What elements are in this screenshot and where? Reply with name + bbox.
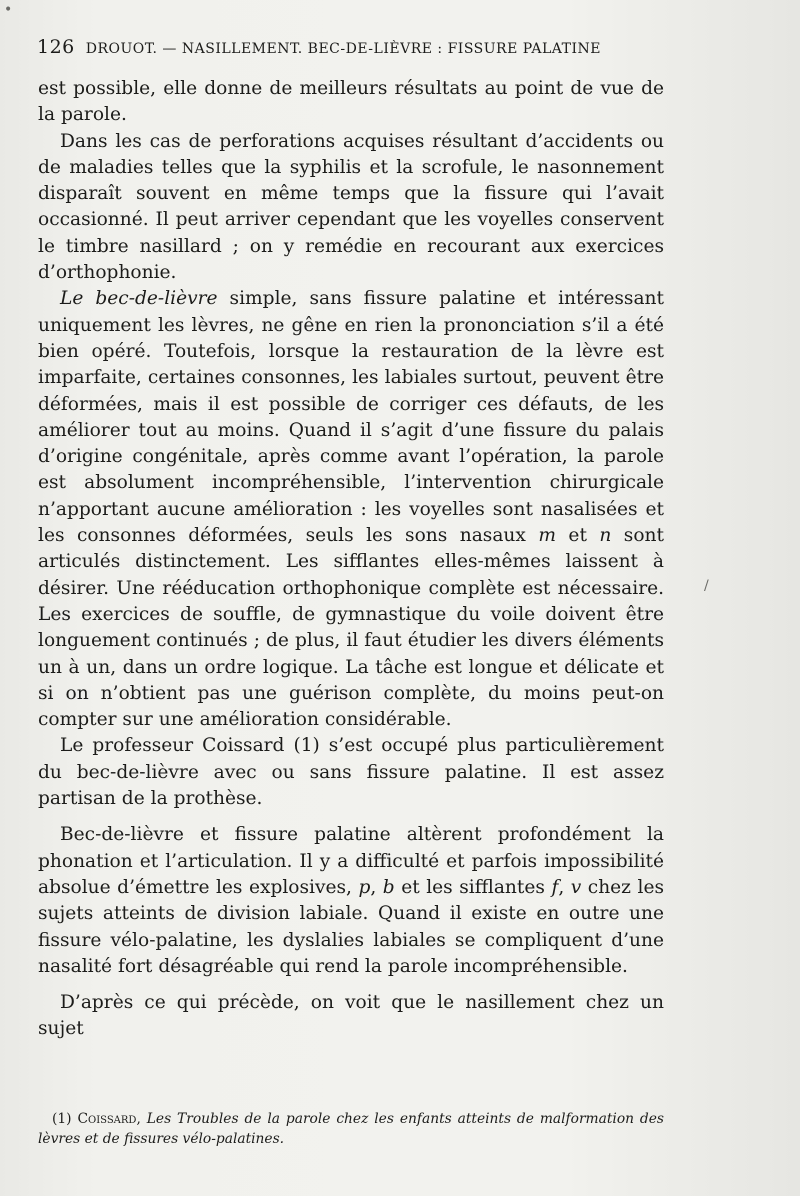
footnote-line (38, 1110, 664, 1149)
paragraph-5-text-b: et les sifflantes (394, 876, 552, 898)
footnote-separator: , (136, 1111, 147, 1127)
paragraph-5-text-a: Bec-de-lièvre et fissure palatine altèrent profondément la phonation et l’articulation. Il y a difficulté et parfois impossibilité absolue d’émettre les explosives, (38, 824, 664, 898)
paragraph-5 (38, 822, 664, 980)
footnote (38, 1110, 664, 1149)
separator-2: , (558, 876, 571, 898)
letter-n: n (599, 525, 612, 547)
paragraph-5-text-c: chez les sujets atteints de division labiale. Quand il existe en outre une fissure vélo-palatine, les dyslalies labiales se compliquent d’une nasalité fort désagréable qui rend la parole incompréhensible. (38, 876, 664, 977)
paragraph-4: Le professeur Coissard (1) s’est occupé plus particulièrement du bec-de-lièvre avec ou sans fissure palatine. Il est assez partisan de la prothèse. (38, 735, 664, 810)
paragraph-6: D’après ce qui précède, on voit que le nasillement chez un sujet (38, 992, 664, 1040)
running-title: DROUOT. — NASILLEMENT. BEC-DE-LIÈVRE : FISSURE PALATINE (85, 41, 601, 57)
footnote-author: Coissard (77, 1111, 137, 1127)
letter-b: b (382, 876, 395, 898)
body-text (38, 76, 664, 1043)
paragraph-3 (38, 286, 664, 733)
scan-speck-mark: • (4, 2, 13, 18)
running-header (37, 36, 667, 58)
letter-m: m (538, 525, 556, 547)
page-number: 126 (37, 36, 75, 58)
paragraph-3-text-c: sont articulés distinctement. Les sifflantes elles-mêmes laissent à désirer. Une rééducation orthophonique complète est nécessaire. Les exercices de souffle, de gymnastique du voile doivent être longuement continués ; de plus, il faut étudier les divers éléments un à un, dans un ordre logique. La tâche est longue et délicate et si on n’obtient pas une guérison complète, du moins peut-on compter sur une amélioration considérable. (38, 525, 664, 731)
paragraph-3-lead-italic: Le bec-de-lièvre (60, 288, 218, 310)
paragraph-2: Dans les cas de perforations acquises résultant d’accidents ou de maladies telles que la syphilis et la scrofule, le nasonnement disparaît souvent en même temps que la fissure qui l’avait occasionné. Il peut arriver cependant que les voyelles conservent le timbre nasillard ; on y remédie en recourant aux exercices d’orthophonie. (38, 130, 664, 284)
footnote-title: Les Troubles de la parole chez les enfants atteints de malformation des lèvres et de fissures vélo-palatines. (38, 1111, 664, 1147)
letter-f: f (551, 876, 559, 898)
margin-stroke-mark: / (704, 578, 709, 594)
letter-p: p (358, 876, 371, 898)
separator-1: , (370, 876, 383, 898)
letter-v: v (570, 876, 582, 898)
paragraph-3-text-b: et (555, 525, 600, 547)
paragraph-1: est possible, elle donne de meilleurs résultats au point de vue de la parole. (38, 78, 664, 126)
paragraph-3-text-a: simple, sans fissure palatine et intéressant uniquement les lèvres, ne gêne en rien la prononciation s’il a été bien opéré. Toutefois, lorsque la restauration de la lèvre est imparfaite, certaines consonnes, les labiales surtout, peuvent être déformées, mais il est possible de corriger ces défauts, de les améliorer tout au moins. Quand il s’agit d’une fissure du palais d’origine congénitale, après comme avant l’opération, la parole est absolument incompréhensible, l’intervention chirurgicale n’apportant aucune amélioration : les voyelles sont nasalisées et les consonnes déformées, seuls les sons nasaux (38, 288, 664, 547)
footnote-number: (1) (52, 1111, 78, 1127)
